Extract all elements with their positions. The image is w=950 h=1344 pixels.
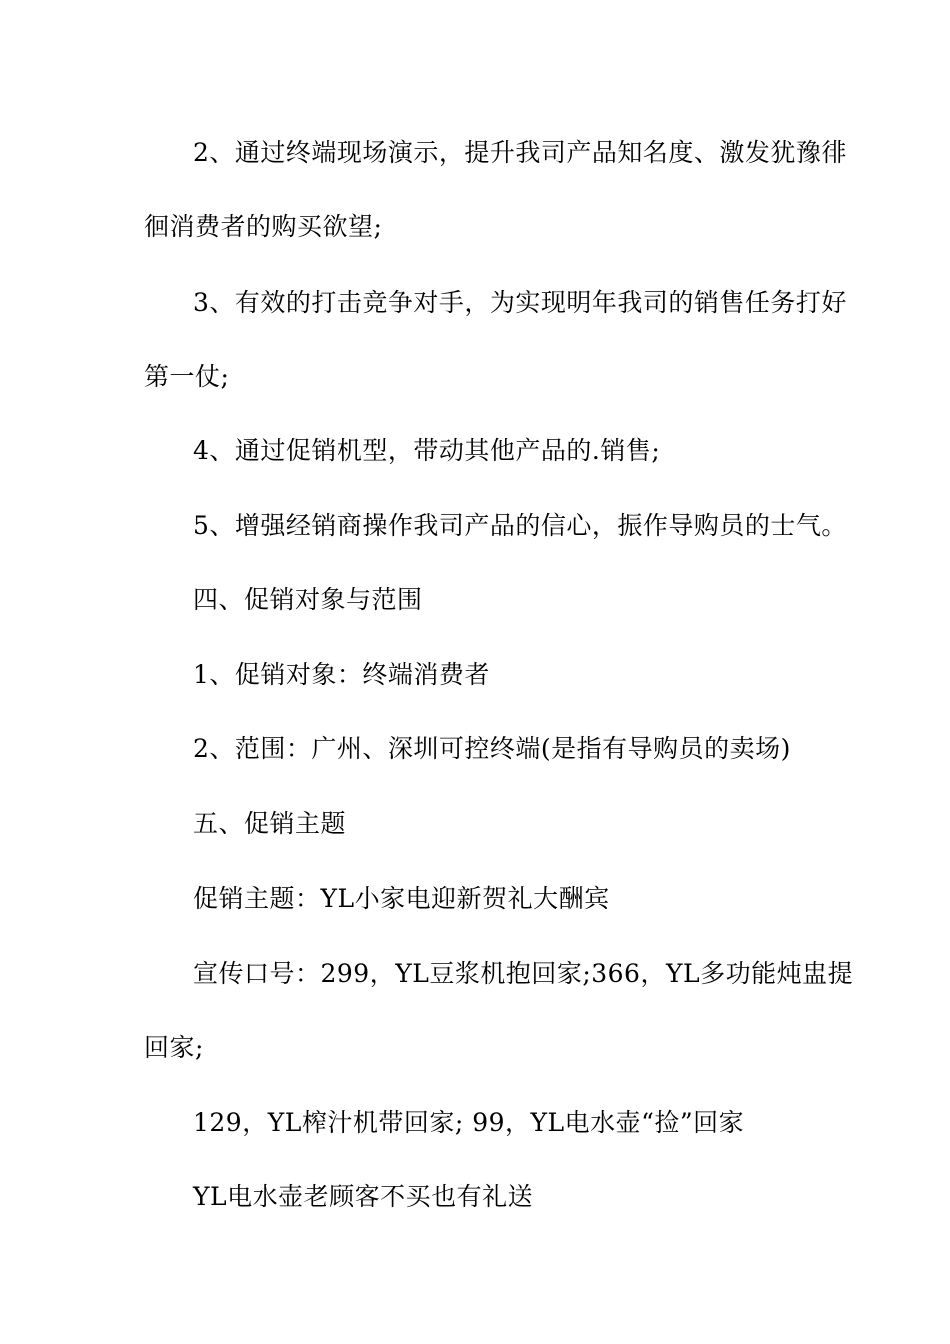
paragraph-line: 宣传口号：299，YL豆浆机抱回家;366，YL多功能炖盅提 — [193, 959, 854, 988]
paragraph-line: 4、通过促销机型，带动其他产品的.销售; — [193, 436, 661, 465]
paragraph-line: 2、通过终端现场演示，提升我司产品知名度、激发犹豫徘 — [193, 138, 847, 167]
paragraph-line: 3、有效的打击竞争对手，为实现明年我司的销售任务打好 — [193, 288, 847, 317]
paragraph-line: 129，YL榨汁机带回家; 99，YL电水壶“捡”回家 — [193, 1108, 745, 1137]
paragraph-line: 促销主题：YL小家电迎新贺礼大酬宾 — [193, 884, 610, 913]
paragraph-line: 5、增强经销商操作我司产品的信心，振作导购员的士气。 — [193, 511, 847, 540]
paragraph-line: 2、范围：广州、深圳可控终端(是指有导购员的卖场) — [193, 734, 791, 763]
section-heading: 五、促销主题 — [193, 809, 347, 838]
paragraph-line: YL电水壶老顾客不买也有礼送 — [193, 1182, 534, 1211]
paragraph-line: 徊消费者的购买欲望; — [144, 212, 383, 241]
paragraph-line: 1、促销对象：终端消费者 — [193, 660, 490, 689]
paragraph-line: 第一仗; — [144, 362, 230, 391]
section-heading: 四、促销对象与范围 — [193, 585, 423, 614]
paragraph-line: 回家; — [144, 1033, 204, 1062]
